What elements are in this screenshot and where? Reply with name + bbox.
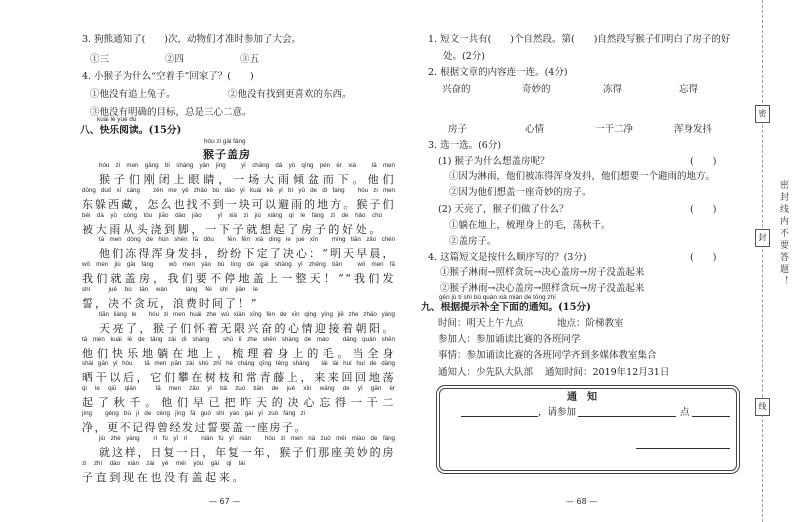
story-pinyin-line: tiān liàng le hóu zi men huái zhe wú xiàn xīng fèn de xīn qíng yíng jiē zhe zhāo yáng	[99, 311, 395, 318]
hint-matter: 事情：参加诵读比赛的各班同学齐到多媒体教室集合	[438, 350, 657, 361]
notice-blank-event[interactable]	[578, 416, 676, 417]
hint-time: 时间：明天上午九点	[438, 318, 524, 329]
question-2: 2. 根据文章的内容连一连。(4分)	[428, 67, 568, 78]
q3-sub2-option-1[interactable]: ①躺在地上，梳理身上的毛，荡秋千。	[449, 220, 611, 231]
seal-label-mi: 密	[755, 105, 770, 123]
section-9-title: 根据提示补全下面的通知	[440, 302, 549, 313]
q3-sub1-question: (1) 猴子为什么想盖房呢？	[438, 156, 550, 167]
story-text-line: 晒干以后，它们攀在树枝和常青藤上，来来回回地荡	[82, 371, 395, 384]
q4-option-1[interactable]: ①他没有追上兔子。	[90, 89, 176, 100]
notice-point-text: 点	[680, 407, 690, 418]
match-bottom-item[interactable]: 浑身发抖	[674, 124, 713, 135]
notice-title: 通 知	[567, 392, 597, 403]
match-bottom-item[interactable]: 心情	[525, 124, 545, 135]
section-8-title: 快乐阅读	[99, 125, 139, 136]
story-text-line: 天亮了，猴子们怀着无限兴奋的心情迎接着朝阳。	[99, 322, 395, 335]
q3-sub1-answer-bracket[interactable]: ( )	[690, 156, 717, 167]
story-pinyin-line: wǒ men jiù gài fáng wǒ men yào bù tíng de gài shàng yī zhěng tiān wǒ men fā	[82, 261, 395, 268]
q4-right-option-2[interactable]: ②猴子淋雨→决心盖房→照样贪玩→房子没盖起来	[440, 283, 645, 294]
seal-label-feng: 封	[755, 229, 770, 247]
notice-blank-time[interactable]	[692, 416, 730, 417]
story-text-line: 猴子们刚闭上眼睛，一场大雨倾盆而下。他们	[99, 173, 395, 186]
story-title: 猴子盖房	[203, 148, 251, 161]
q3-sub2-answer-bracket[interactable]: ( )	[690, 204, 717, 215]
story-pinyin-line: shài gān yǐ hòu tā men pān zài shù zhī hé cháng qīng téng shàng lái lái huí huí de dàng	[82, 360, 395, 367]
q4-option-2[interactable]: ②他没有找到更喜欢的东西。	[228, 89, 352, 100]
hint-participants: 参加人：参加诵读比赛的各班同学	[438, 334, 581, 345]
q3-sub2-option-2[interactable]: ②盖房子。	[449, 236, 497, 247]
story-text-line: 就这样，日复一日，年复一年，猴子们那座美妙的房	[99, 446, 395, 459]
story-pinyin-line: qǐ le qiū qiān tā men zǎo yǐ bǎ zuó tiān de jué xīn wàng de yī gān èr	[82, 385, 395, 392]
q4-answer-bracket[interactable]: ( )	[690, 252, 717, 263]
notice-blank-audience[interactable]	[461, 416, 538, 417]
question-4: 4. 小猴子为什么“空着手”回家了？( )	[82, 71, 254, 82]
notice-blank-signature[interactable]	[636, 448, 730, 449]
q4-option-3[interactable]: ③他没有明确的目标，总是三心二意。	[90, 107, 252, 118]
hint-notice-time: 通知时间：2019年12月31日	[545, 367, 670, 378]
match-bottom-item[interactable]: 房子	[448, 124, 468, 135]
question-3-title: 3. 选一选。(6分)	[428, 140, 502, 151]
story-pinyin-line: bèi dà yǔ cóng tóu jiāo dào jiǎo yī xià zi jiù xiǎng qǐ le fáng zi de hǎo chù	[82, 212, 382, 219]
story-text-line: 他们快乐地躺在地上，梳理着身上的毛。当全身	[82, 347, 395, 360]
page-number-right: — 68 —	[566, 497, 598, 506]
question-3: 3. 狗熊通知了( )次，动物们才准时参加了大会。	[82, 34, 301, 45]
question-4-right: 4. 这篇短文是按什么顺序写的？(3分)	[428, 252, 587, 263]
question-1-line-1: 1. 短文一共有( )个自然段。第( )自然段写猴子们明白了房子的好	[428, 34, 731, 45]
section-8-heading	[80, 126, 181, 136]
story-title-pinyin: hóu zi gài fáng	[204, 138, 246, 145]
q3-option-3[interactable]: ③五	[240, 54, 260, 65]
section-9-score: 。(15分)	[548, 302, 591, 313]
q3-option-1[interactable]: ①三	[90, 54, 110, 65]
match-top-item[interactable]: 忘得	[679, 84, 699, 95]
match-top-item[interactable]: 兴奋的	[442, 84, 471, 95]
seal-dashed-line	[762, 0, 763, 522]
section-9-pinyin: gēn jù tí shì bǔ quán xià miàn de tōng zhī	[439, 294, 556, 301]
match-bottom-item[interactable]: 一干二净	[595, 124, 634, 135]
section-8-label: 八、	[80, 125, 100, 136]
q3-option-2[interactable]: ②四	[165, 54, 185, 65]
story-pinyin-line: dōng duǒ xī cáng zěn me yě zhǎo bù dào yī kuài kě yǐ bì yǔ de dì fang hóu zi men	[82, 187, 395, 194]
story-pinyin-line: tā men kuài lè de tǎng zài dì shàng shū lǐ zhe shēn shàng de máo dāng quán shēn	[82, 336, 395, 343]
q3-sub2-question: (2) 天亮了，猴子们做了什么？	[438, 204, 569, 215]
hint-notifier: 通知人：少先队大队部	[438, 367, 534, 378]
hint-place: 地点：阶梯教室	[557, 318, 624, 329]
story-pinyin-line: shì jué bù tān wán làng fèi shí jiān le	[82, 286, 258, 293]
seal-warning-text: 密封线内不要答题！	[778, 180, 788, 288]
story-text-line: 他们冻得浑身发抖，纷纷下定了决心：“明天早晨，	[99, 247, 395, 260]
story-pinyin-line: tā men dòng de hún shēn fā dǒu fēn fēn xià dìng le jué xīn míng tiān zǎo chén	[99, 236, 395, 243]
q3-sub1-option-1[interactable]: ①因为淋雨，他们被冻得浑身发抖，他们想要一个避雨的地方。	[449, 171, 716, 182]
story-text-line: 我们就盖房，我们要不停地盖上一整天！”“我们发	[82, 272, 395, 285]
story-pinyin-line: hóu zi men gāng bì shàng yǎn jīng yī chǎng dà yǔ qīng pén ér xià tā men	[99, 162, 395, 169]
page-number-left: — 67 —	[209, 497, 241, 506]
story-text-line: 子直到现在也没有盖起来。	[82, 471, 245, 484]
section-9-label: 九、	[421, 302, 441, 313]
q3-sub1-option-2[interactable]: ②因为他们想盖一座奇妙的房子。	[449, 187, 592, 198]
story-pinyin-line: jìng gèng bù jì de céng jīng fā guò shì yào gài yī zuò fáng zi	[82, 410, 305, 417]
story-text-line: 被大雨从头浇到脚，一下子就想起了房子的好处。	[82, 223, 382, 236]
story-text-line: 誓，决不贪玩，浪费时间了！”	[82, 297, 258, 310]
story-text-line: 净，更不记得曾经发过誓要盖一座房子。	[82, 421, 307, 434]
match-top-item[interactable]: 奇妙的	[522, 84, 551, 95]
notice-invite-text: ，请参加	[538, 407, 577, 418]
section-8-pinyin: kuài lè yuè dú	[97, 116, 137, 123]
section-8-score: 。(15分)	[138, 125, 182, 136]
story-pinyin-line: jiù zhè yàng rì fù yī rì nián fù yī nián hóu zi men nà zuò měi miào de fáng	[99, 435, 395, 442]
section-9-heading	[421, 303, 591, 313]
story-text-line: 起了秋千。他们早已把昨天的决心忘得一干二	[82, 396, 395, 409]
question-1-line-2: 处。(2分)	[443, 51, 485, 62]
story-pinyin-line: zi zhí dào xiàn zài yě méi yǒu gài qǐ lái	[82, 460, 245, 467]
q4-right-option-1[interactable]: ①猴子淋雨→照样贪玩→决心盖房→房子没盖起来	[440, 267, 645, 278]
seal-label-xian: 线	[755, 398, 770, 416]
story-text-line: 东躲西藏，怎么也找不到一块可以避雨的地方。猴子们	[82, 198, 395, 211]
match-top-item[interactable]: 冻得	[603, 84, 623, 95]
